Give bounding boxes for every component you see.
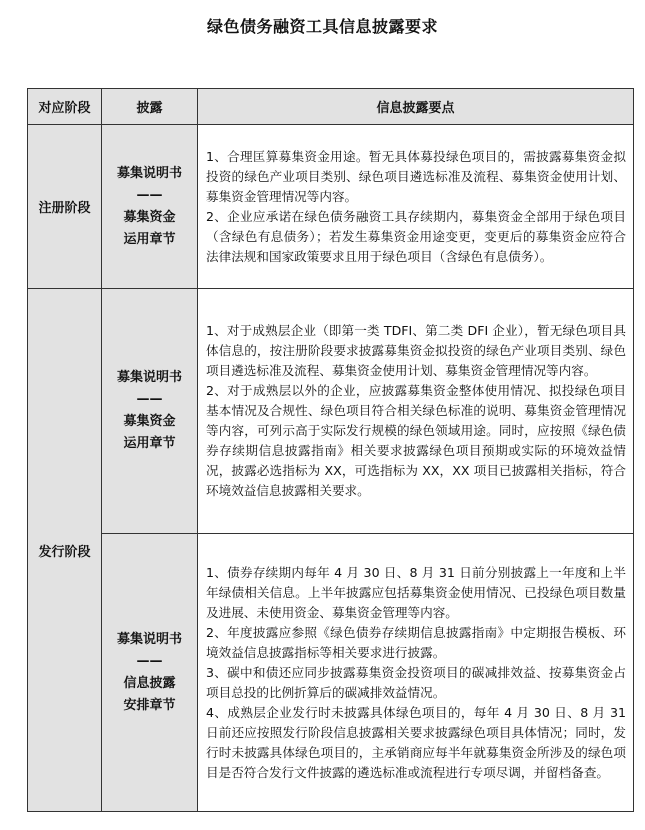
key-point: 1、合理匡算募集资金用途。暂无具体募投绿色项目的，需披露募集资金拟投资的绿色产业项目类别、绿色项目遴选标准及流程、募集资金使用计划、募集资金管理情况等内容。 (206, 148, 626, 204)
stage-cell: 发行阶段 (28, 289, 102, 812)
disclosure-line: 信息披露 (123, 675, 176, 691)
key-point: 2、对于成熟层以外的企业，应披露募集资金整体使用情况、拟投绿色项目基本情况及合规性、绿色项目符合相关绿色标准的说明、募集资金管理情况等内容，可列示高于实际发行规模的绿色领域用途。同时，应按照《绿色债券存续期信息披露指南》相关要求披露绿色项目预期或实际的环境效益情况，披露必选指标为 XX，可选指标为 XX，XX 项目已披露相关指标，符合环境效益信息披露相关要求。 (206, 383, 626, 498)
table-header-row (28, 89, 634, 125)
table-row (28, 289, 634, 534)
disclosure-line: —— (136, 653, 163, 669)
key-point: 3、碳中和债还应同步披露募集资金投资项目的碳减排效益、按募集资金占项目总投的比例折算后的碳减排效益情况。 (206, 664, 626, 700)
key-point: 2、企业应承诺在绿色债务融资工具存续期内，募集资金全部用于绿色项目（含绿色有息债务）；若发生募集资金用途变更，变更后的募集资金应符合法律法规和国家政策要求且用于绿色项目（含绿色有息债务）。 (206, 208, 626, 264)
header-stage: 对应阶段 (28, 89, 102, 125)
table-row (28, 125, 634, 289)
disclosure-line: 募集资金 (123, 209, 176, 225)
header-key-points: 信息披露要点 (198, 89, 634, 125)
disclosure-line: 募集说明书 (116, 165, 182, 181)
disclosure-line: 安排章节 (123, 697, 176, 713)
stage-cell: 注册阶段 (28, 125, 102, 289)
disclosure-line: 运用章节 (123, 436, 176, 451)
key-points-cell (198, 125, 634, 289)
disclosure-cell (102, 289, 198, 534)
disclosure-line: 运用章节 (123, 231, 176, 247)
disclosure-cell (102, 125, 198, 289)
document-title: 绿色债务融资工具信息披露要求 (206, 17, 438, 36)
disclosure-line: —— (136, 392, 163, 407)
disclosure-line: 募集说明书 (116, 370, 182, 385)
disclosure-requirements-table (27, 88, 634, 812)
key-point: 1、债券存续期内每年 4 月 30 日、8 月 31 日前分别披露上一年度和上半年绿债相关信息。上半年披露应包括募集资金使用情况、已投绿色项目数量及进展、未使用资金、募集资金管理等内容。 (206, 564, 626, 620)
disclosure-cell (102, 534, 198, 812)
header-disclosure: 披露 (102, 89, 198, 125)
key-points-cell (198, 289, 634, 534)
disclosure-line: —— (136, 187, 163, 203)
disclosure-line: 募集资金 (123, 414, 176, 429)
key-point: 4、成熟层企业发行时未披露具体绿色项目的，每年 4 月 30 日、8 月 31 日前还应按照发行阶段信息披露相关要求披露绿色项目具体情况；同时，发行时未披露具体绿色项目的，主承销商应每半年就募集资金所涉及的绿色项目是否符合发行文件披露的遴选标准或流程进行专项尽调，并留档备查。 (206, 704, 626, 780)
table-row (28, 534, 634, 812)
key-points-cell (198, 534, 634, 812)
disclosure-line: 募集说明书 (116, 631, 182, 647)
key-point: 2、年度披露应参照《绿色债券存续期信息披露指南》中定期报告模板、环境效益信息披露指标等相关要求进行披露。 (206, 624, 626, 660)
key-point: 1、对于成熟层企业（即第一类 TDFI、第二类 DFI 企业），暂无绿色项目具体信息的，按注册阶段要求披露募集资金拟投资的绿色产业项目类别、绿色项目遴选标准及流程、募集资金使用计划、募集资金管理情况等内容。 (206, 323, 626, 378)
